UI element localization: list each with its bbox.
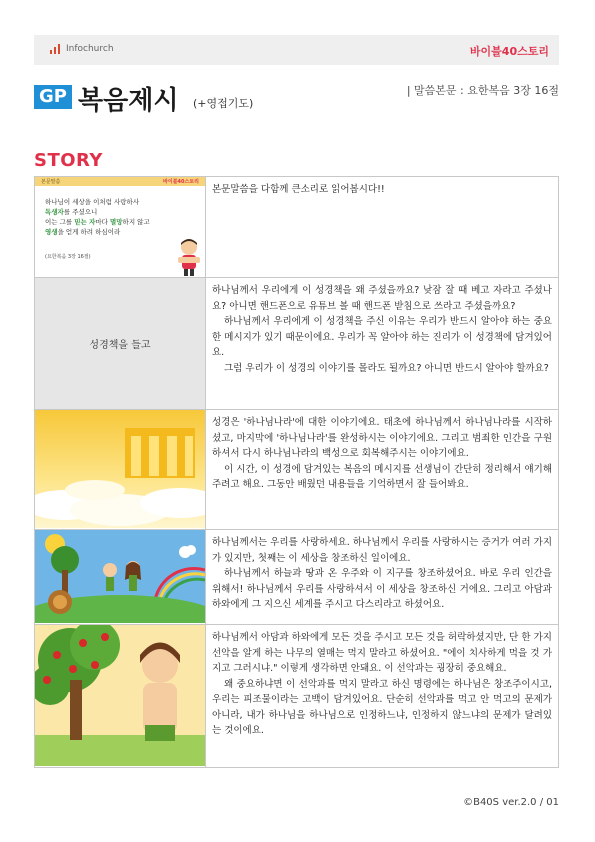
heaven-image — [35, 410, 206, 530]
story-paragraph: 그럼 우리가 이 성경의 이야기를 몰라도 될까요? 아니면 반드시 알아야 할까요? — [224, 362, 549, 374]
story-row — [35, 278, 559, 410]
verse-highlight: 믿는 자 — [74, 218, 96, 226]
verse-fragment: 을 얻게 하려 하심이라 — [57, 228, 121, 236]
verse-line — [45, 227, 175, 237]
verse-highlight: 독생자 — [45, 208, 64, 216]
slide-brand: 바이블40스토리 — [163, 179, 199, 185]
story-row — [35, 530, 559, 625]
brand-name: 바이블40스토리 — [469, 45, 549, 58]
page-subtitle: (+영접기도) — [193, 97, 254, 110]
story-paragraph: 성경은 '하나님나라'에 대한 이야기에요. 태초에 하나님께서 하나님나라를 시작하셨고, 마지막에 '하나님나라'를 완성하시는 이야기에요. 그리고 범죄한 인간을 구원하셔서 다시 하나님나라의 백성으로 회복해주시는 이야기에요. — [212, 417, 552, 459]
story-row — [35, 410, 559, 530]
verse-highlight: 멸망 — [109, 218, 123, 226]
scripture-reference: | 말씀본문 : 요한복음 3장 16절 — [406, 84, 559, 97]
tree-of-knowledge-image — [35, 625, 205, 766]
story-paragraph: 하나님께서 우리에게 이 성경책을 주신 이유는 우리가 반드시 알아야 하는 중요한 메시지가 있기 때문이에요. 우리가 꼭 알아야 하는 진리가 이 성경책에 담겨있어요. — [212, 316, 552, 358]
logo-text: Infochurch — [66, 44, 114, 54]
story-paragraph: 하나님께서는 우리를 사랑하세요. 하나님께서 우리를 사랑하시는 증거가 여러 가지가 있지만, 첫째는 이 세상을 창조하신 일이에요. — [212, 537, 552, 564]
verse-ref: (요한복음 3장 16절) — [45, 254, 91, 260]
story-paragraph: 하나님께서 아담과 하와에게 모든 것을 주시고 모든 것을 허락하셨지만, 단 한 가지 선악을 알게 하는 나무의 열매는 먹지 말라고 하셨어요. "에이 치사하게 먹을 것 가지고 그러시냐." 이렇게 생각하면 안돼요. 이 선악과는 굉장히 중요해요. — [212, 632, 552, 674]
gp-badge: GP — [34, 85, 72, 109]
tree-image — [35, 625, 206, 768]
story-row — [35, 177, 559, 278]
verse-line — [45, 207, 175, 217]
heaven-gate-image — [35, 410, 205, 528]
story-paragraph: 하나님께서 우리에게 이 성경책을 왜 주셨을까요? 낮잠 잘 때 베고 자라고 주셨나요? 아니면 핸드폰으로 유튜브 볼 때 핸드폰 받침으로 쓰라고 주셨을까요? — [212, 285, 552, 312]
page-title: 복음제시 — [78, 86, 179, 116]
row-text — [206, 278, 559, 410]
verse-fragment: 하나님이 세상을 이처럼 사랑하사 — [45, 198, 140, 206]
verse-fragment: 이는 그를 — [45, 218, 75, 226]
story-paragraph: 이 시간, 이 성경에 담겨있는 복음의 메시지를 선생님이 간단히 정리해서 얘기해주려고 해요. 그동안 배웠던 내용들을 기억하면서 잘 들어봐요. — [212, 463, 552, 490]
row-text — [206, 410, 559, 530]
verse-fragment: 하지 않고 — [122, 218, 150, 226]
row-text — [206, 530, 559, 625]
verse-line — [45, 197, 175, 207]
action-label: 성경책을 들고 — [35, 278, 206, 410]
story-paragraph: 왜 중요하냐면 이 선악과를 먹지 말라고 하신 명령에는 하나님은 창조주이시고, 우리는 피조물이라는 고백이 담겨있어요. 단순히 선악과를 먹고 안 먹고의 문제가 아니라, 내가 하나님을 하나님으로 인정하느냐, 인정하지 않느냐의 문제가 달려있는 것이에요. — [212, 678, 552, 736]
creation-scene-image — [35, 530, 205, 623]
verse-slide — [35, 177, 205, 277]
verse-slide-cell — [35, 177, 206, 278]
verse-fragment: 마다 — [95, 218, 110, 226]
story-paragraph: 하나님께서 하늘과 땅과 온 우주와 이 지구를 창조하셨어요. 바로 우리 인간을 위해서! 하나님께서 우리를 사랑하셔서 이 세상을 창조하신 거에요. 그리고 아담과 하와에게 그 지으신 세계를 주시고 다스리라고 하셨어요. — [212, 568, 552, 610]
creation-image — [35, 530, 206, 625]
infochurch-logo — [50, 44, 114, 54]
story-row — [35, 625, 559, 768]
story-paragraph: 본문말씀을 다함께 큰소리로 읽어봅시다!! — [212, 184, 385, 195]
verse-fragment: 를 주셨으니 — [63, 208, 98, 216]
footer-version: ©B40S ver.2.0 / 01 — [463, 797, 559, 808]
top-bar — [34, 35, 559, 65]
section-title: STORY — [34, 150, 103, 171]
slide-header-label: 본문말씀 — [41, 179, 61, 185]
child-character-icon — [175, 237, 203, 277]
story-table — [34, 176, 559, 768]
verse-highlight: 영생 — [45, 228, 58, 236]
row-text — [206, 625, 559, 768]
verse-line — [45, 217, 175, 227]
row-text — [206, 177, 559, 278]
verse-text — [45, 197, 175, 237]
